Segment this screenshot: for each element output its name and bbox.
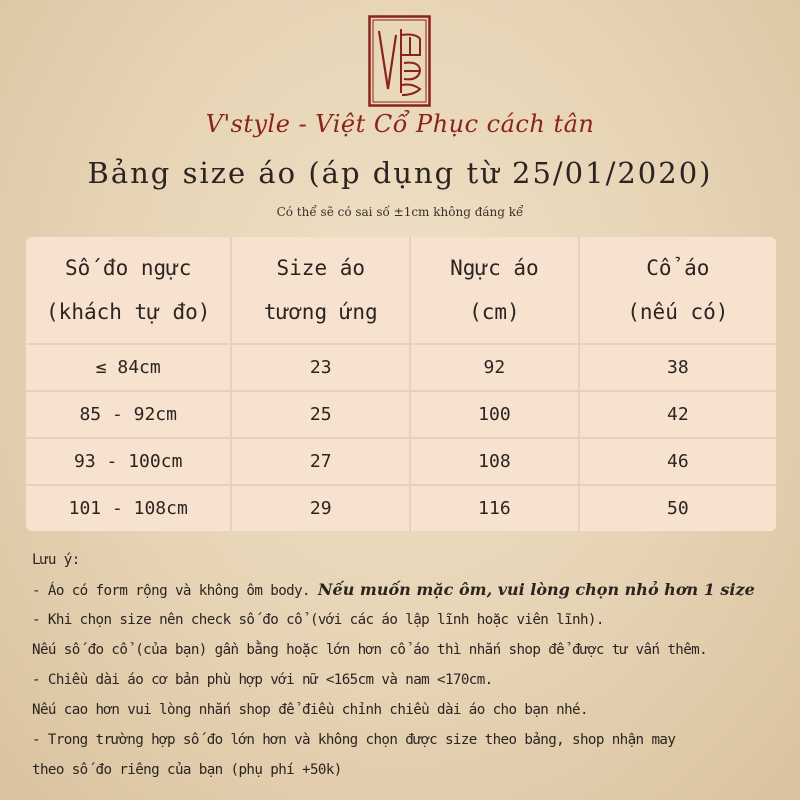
table-cell: 101 - 108cm [26, 486, 232, 531]
note-line: theo số đo riêng của bạn (phụ phí +50k) [32, 762, 342, 778]
note-line: - Khi chọn size nên check số đo cổ (với các áo lập lĩnh hoặc viên lĩnh). [32, 612, 604, 628]
table-row [26, 486, 776, 531]
brand-name: V'style - Việt Cổ Phục cách tân [205, 110, 595, 138]
header-collar: Cổ áo (nếu có) [580, 237, 776, 345]
note-line: - Trong trường hợp số đo lớn hơn và không chọn được size theo bảng, shop nhận may [32, 732, 676, 748]
vstyle-seal-logo-icon [368, 15, 431, 107]
table-cell: 46 [580, 439, 776, 486]
table-cell: 27 [232, 439, 411, 486]
note-line: Nếu số đo cổ (của bạn) gần bằng hoặc lớn hơn cổ áo thì nhắn shop để được tư vấn thêm. [32, 642, 708, 658]
table-cell: ≤ 84cm [26, 345, 232, 392]
header-shirt-chest: Ngực áo (cm) [411, 237, 580, 345]
table-cell: 42 [580, 392, 776, 439]
table-row [26, 345, 776, 392]
note-emphasis: Nếu muốn mặc ôm, vui lòng chọn nhỏ hơn 1 size [317, 580, 755, 599]
notes-heading: Lưu ý: [32, 552, 80, 568]
table-cell: 25 [232, 392, 411, 439]
note-line-form: - Áo có form rộng và không ôm body. Nếu muốn mặc ôm, vui lòng chọn nhỏ hơn 1 size [32, 580, 755, 599]
table-header-row [26, 237, 776, 345]
notes-section [32, 545, 792, 785]
table-cell: 29 [232, 486, 411, 531]
note-line: - Chiều dài áo cơ bản phù hợp với nữ <165cm và nam <170cm. [32, 672, 493, 688]
header-chest-measure: Số đo ngực (khách tự đo) [26, 237, 232, 345]
page-subtitle: Có thể sẽ có sai số ±1cm không đáng kể [276, 205, 524, 219]
table-row [26, 439, 776, 486]
page-title: Bảng size áo (áp dụng từ 25/01/2020) [87, 156, 713, 190]
table-cell: 116 [411, 486, 580, 531]
header-size: Size áo tương ứng [232, 237, 411, 345]
size-table [26, 237, 776, 531]
table-cell: 108 [411, 439, 580, 486]
table-cell: 93 - 100cm [26, 439, 232, 486]
table-cell: 23 [232, 345, 411, 392]
table-row [26, 392, 776, 439]
note-line: Nếu cao hơn vui lòng nhắn shop để điều chỉnh chiều dài áo cho bạn nhé. [32, 702, 588, 718]
table-cell: 92 [411, 345, 580, 392]
table-cell: 85 - 92cm [26, 392, 232, 439]
table-cell: 50 [667, 498, 689, 519]
table-cell: 100 [411, 392, 580, 439]
table-cell: 38 [580, 345, 776, 392]
